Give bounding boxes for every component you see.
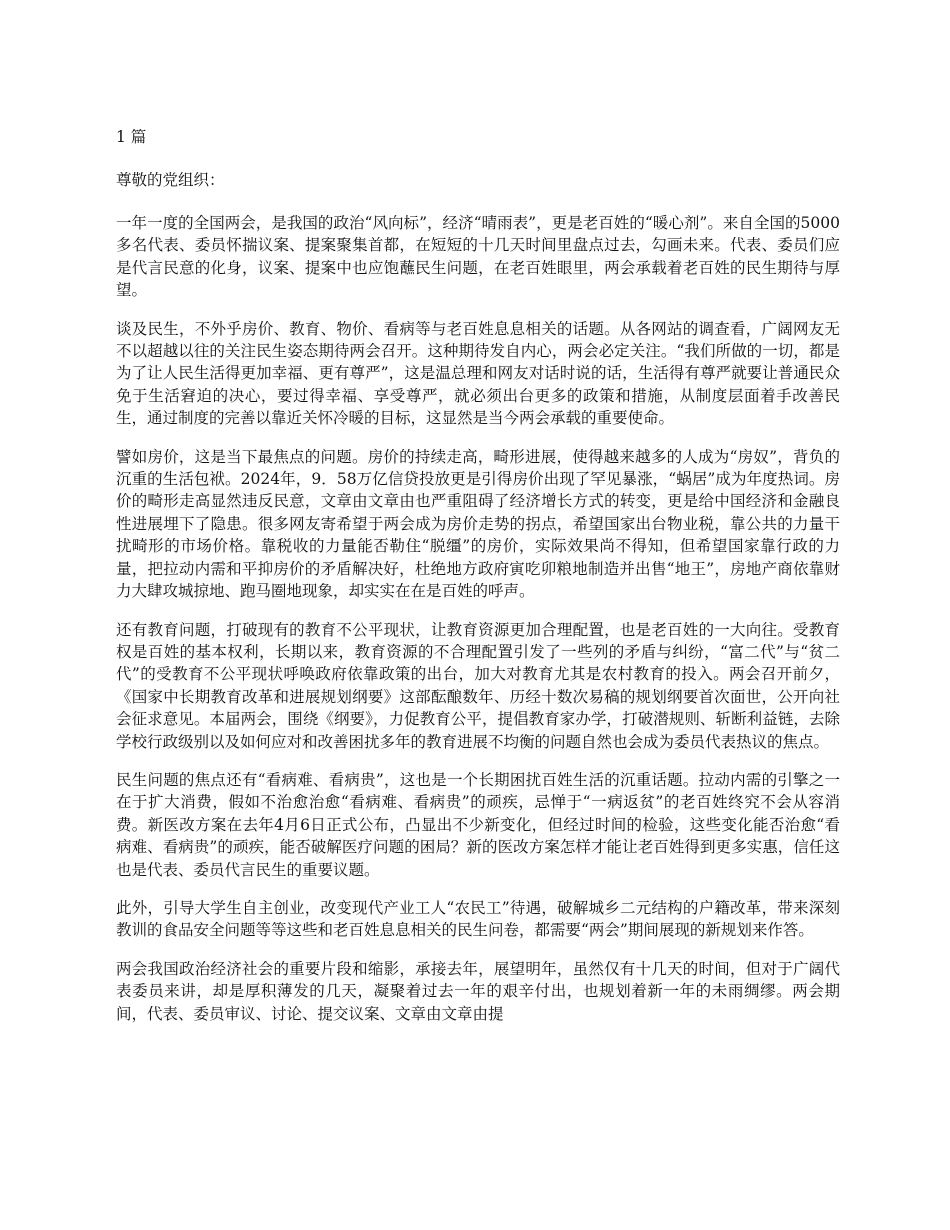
paragraph-5: 民生问题的焦点还有“看病难、看病贵”，这也是一个长期困扰百姓生活的沉重话题。拉动内需的引擎之一在于扩大消费，假如不治愈治愈“看病难、看病贵”的顽疾，忌惮于“一病返贫”的老百姓终究不会从容消费。新医改方案在去年4月6日正式公布，凸显出不少新变化，但经过时间的检验，这些变化能否治愈“看病难、看病贵”的顽疾，能否破解医疗问题的困局？新的医改方案怎样才能让老百姓得到更多实惠，信任这也是代表、委员代言民生的重要议题。 <box>116 770 840 879</box>
document-heading: 1 篇 <box>116 128 147 146</box>
paragraph-6: 此外，引导大学生自主创业，改变现代产业工人“农民工”待遇，破解城乡二元结构的户籍改革，带来深刻教训的食品安全问题等等这些和老百姓息息相关的民生问卷，都需要“两会”期间展现的新规划来作答。 <box>116 898 840 940</box>
paragraph-1: 一年一度的全国两会，是我国的政治“风向标”，经济“晴雨表”，更是老百姓的“暖心剂”。来自全国的5000多名代表、委员怀揣议案、提案聚集首都，在短短的十几天时间里盘点过去，勾画未来。代表、委员们应是代言民意的化身，议案、提案中也应饱蘸民生问题，在老百姓眼里，两会承载着老百姓的民生期待与厚望。 <box>116 214 840 300</box>
paragraph-3: 譬如房价，这是当下最焦点的问题。房价的持续走高，畸形进展，使得越来越多的人成为“房奴”，背负的沉重的生活包袱。2024年，9．58万亿信贷投放更是引得房价出现了罕见暴涨，“蜗居”成为年度热词。房价的畸形走高显然违反民意，文章由文章由也严重阻碍了经济增长方式的转变，更是给中国经济和金融良性进展埋下了隐患。很多网友寄希望于两会成为房价走势的拐点，希望国家出台物业税，靠公共的力量干扰畸形的市场价格。靠税收的力量能否勒住“脱缰”的房价，实际效果尚不得知，但希望国家靠行政的力量，把拉动内需和平抑房价的矛盾解决好，杜绝地方政府寅吃卯粮地制造并出售“地王”，房地产商依靠财力大肆攻城掠地、跑马圈地现象，却实实在在是百姓的呼声。 <box>116 447 840 601</box>
salutation: 尊敬的党组织： <box>116 171 225 189</box>
document-page <box>116 126 840 1230</box>
paragraph-4: 还有教育问题，打破现有的教育不公平现状，让教育资源更加合理配置，也是老百姓的一大向往。受教育权是百姓的基本权利，长期以来，教育资源的不合理配置引发了一些列的矛盾与纠纷，“富二代”与“贫二代”的受教育不公平现状呼唤政府依靠政策的出台，加大对教育尤其是农村教育的投入。两会召开前夕，《国家中长期教育改革和进展规划纲要》这部酝酿数年、历经十数次易稿的规划纲要首次面世，公开向社会征求意见。本届两会，围绕《纲要》，力促教育公平，提倡教育家办学，打破潜规则、斩断利益链，去除学校行政级别以及如何应对和改善困扰多年的教育进展不均衡的问题自然也会成为委员代表热议的焦点。 <box>116 620 840 751</box>
paragraph-7: 两会我国政治经济社会的重要片段和缩影，承接去年，展望明年，虽然仅有十几天的时间，但对于广阔代表委员来讲，却是厚积薄发的几天，凝聚着过去一年的艰辛付出，也规划着新一年的未雨绸缪。两会期间，代表、委员审议、讨论、提交议案、文章由文章由提 <box>116 959 840 1023</box>
paragraph-2: 谈及民生，不外乎房价、教育、物价、看病等与老百姓息息相关的话题。从各网站的调查看，广阔网友无不以超越以往的关注民生姿态期待两会召开。这种期待发自内心，两会必定关注。“我们所做的一切，都是为了让人民生活得更加幸福、更有尊严”，这是温总理和网友对话时说的话，生活得有尊严就要让普通民众免于生活窘迫的决心，要过得幸福、享受尊严，就必须出台更多的政策和措施，从制度层面着手改善民生，通过制度的完善以靠近关怀冷暖的目标，这显然是当今两会承载的重要使命。 <box>116 319 840 428</box>
